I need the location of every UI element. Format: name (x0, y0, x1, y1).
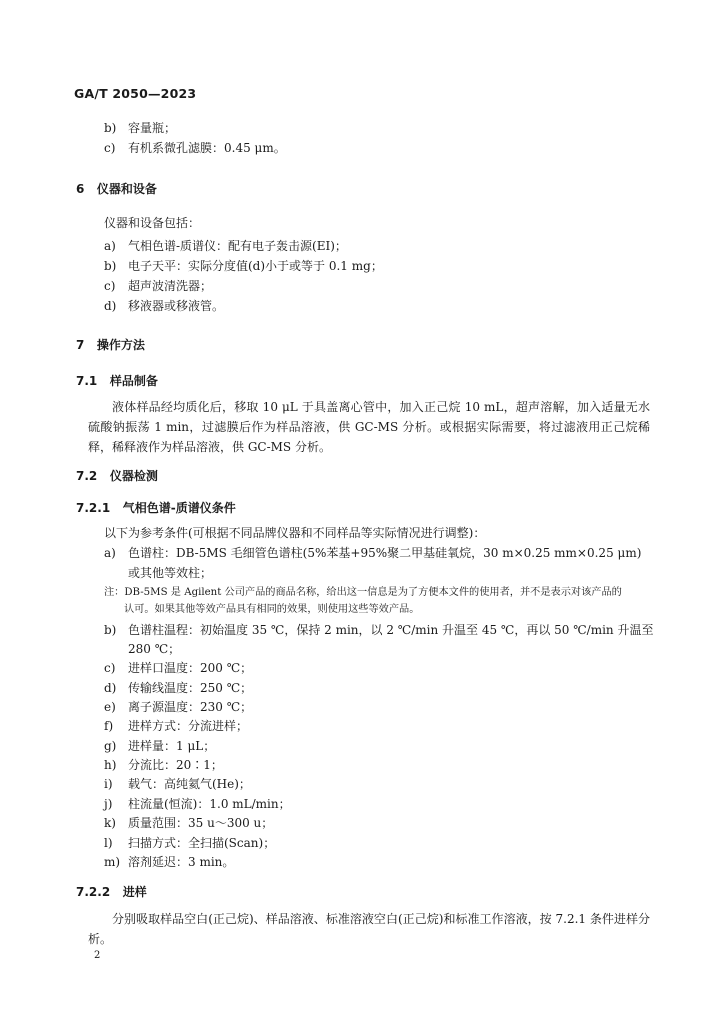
list-label: c) (104, 661, 116, 675)
list-text: 进样量：1 μL； (128, 739, 216, 753)
subsection-heading-7-2-1 (76, 499, 236, 516)
section-heading-6 (76, 180, 157, 197)
section-intro: 仪器和设备包括： (104, 216, 201, 230)
subsection-number: 7.1 (76, 374, 98, 388)
list-item (104, 776, 251, 792)
list-item (104, 854, 234, 870)
list-text: 柱流量(恒流)：1.0 mL/min； (128, 797, 291, 811)
list-item (104, 835, 275, 851)
list-item (104, 238, 347, 254)
list-label: e) (104, 700, 116, 714)
note-line: 注：DB-5MS 是 Agilent 公司产品的商品名称，给出这一信息是为了方便本文件的使用者，并不是表示对该产品的 (104, 587, 622, 598)
list-label: c) (104, 141, 116, 155)
list-text: 进样方式：分流进样； (128, 719, 249, 733)
list-text: 色谱柱温程：初始温度 35 ℃，保持 2 min，以 2 ℃/min 升温至 45 ℃，再以 50 ℃/min 升温至 (128, 623, 654, 637)
list-label: f) (104, 719, 114, 733)
list-text: 进样口温度：200 ℃； (128, 661, 253, 675)
subsection-heading-7-1 (76, 372, 158, 389)
list-label: l) (104, 836, 113, 850)
list-label: b) (104, 259, 117, 273)
list-text-continued: 或其他等效柱； (128, 566, 213, 580)
list-item (104, 622, 653, 638)
list-label: g) (104, 739, 117, 753)
list-label: d) (104, 681, 117, 695)
list-label: c) (104, 279, 116, 293)
list-label: b) (104, 623, 117, 637)
list-text-continued: 280 ℃； (128, 642, 181, 656)
list-label: k) (104, 816, 116, 830)
subsection-number: 7.2.1 (76, 501, 111, 515)
list-text: 移液器或移液管。 (128, 299, 225, 313)
subsection-title: 气相色谱-质谱仪条件 (122, 501, 236, 515)
list-text: 有机系微孔滤膜：0.45 μm。 (128, 141, 286, 155)
list-item (104, 278, 212, 294)
standard-code: GA/T 2050—2023 (74, 86, 197, 101)
list-label: b) (104, 121, 117, 135)
list-label: j) (104, 797, 113, 811)
section-number: 6 (76, 182, 85, 196)
list-text: 超声波清洗器； (128, 279, 213, 293)
list-label: i) (104, 777, 113, 791)
note-line: 认可。如果其他等效产品具有相同的效果，则使用这些等效产品。 (124, 604, 420, 615)
list-text: 扫描方式：全扫描(Scan)； (128, 836, 276, 850)
list-text: 色谱柱：DB-5MS 毛细管色谱柱(5%苯基+95%聚二甲基硅氧烷，30 m×0.25 mm×0.25 μm) (128, 546, 642, 560)
list-text: 容量瓶； (128, 121, 177, 135)
list-item (104, 815, 273, 831)
list-label: a) (104, 239, 116, 253)
list-item (104, 738, 215, 754)
paragraph-injection: 分别吸取样品空白(正己烷)、样品溶液、标准溶液空白(正己烷)和标准工作溶液，按 7.2.1 条件进样分析。 (88, 912, 650, 946)
page-number: 2 (94, 950, 101, 961)
list-item (104, 258, 383, 274)
section-number: 7 (76, 338, 85, 352)
list-item (104, 796, 291, 812)
paragraph-sample-prep: 液体样品经均质化后，移取 10 μL 于具盖离心管中，加入正己烷 10 mL，超声溶解，加入适量无水硫酸钠振荡 1 min，过滤膜后作为样品溶液，供 GC-MS 分析。或根据实际需要，将过滤液用正己烷稀释，稀释液作为样品溶液，供 GC-MS 分析。 (88, 400, 650, 454)
list-item (104, 545, 641, 561)
list-item (104, 298, 224, 314)
subsection-title: 样品制备 (109, 374, 158, 388)
list-label: a) (104, 546, 116, 560)
section-heading-7 (76, 336, 145, 353)
list-item (104, 699, 252, 715)
list-label: m) (104, 855, 121, 869)
list-item (104, 680, 252, 696)
list-text: 质量范围：35 u～300 u； (128, 816, 274, 830)
subsection-title: 仪器检测 (109, 469, 158, 483)
section-title: 仪器和设备 (96, 182, 157, 196)
list-label: h) (104, 758, 117, 772)
list-text: 气相色谱-质谱仪：配有电子轰击源(EI)； (128, 239, 347, 253)
list-text: 溶剂延迟：3 min。 (128, 855, 235, 869)
subsection-heading-7-2-2 (76, 883, 147, 900)
list-text: 载气：高纯氦气(He)； (128, 777, 251, 791)
subsection-number: 7.2.2 (76, 885, 111, 899)
list-item (104, 660, 252, 676)
list-item (104, 718, 248, 734)
list-item (104, 140, 286, 156)
list-item (104, 120, 176, 136)
subsection-title: 进样 (122, 885, 147, 899)
list-text: 电子天平：实际分度值(d)小于或等于 0.1 mg； (128, 259, 383, 273)
list-text: 离子源温度：230 ℃； (128, 700, 253, 714)
subsection-number: 7.2 (76, 469, 98, 483)
list-label: d) (104, 299, 117, 313)
list-item (104, 757, 223, 773)
list-text: 传输线温度：250 ℃； (128, 681, 253, 695)
conditions-intro: 以下为参考条件(可根据不同品牌仪器和不同样品等实际情况进行调整)： (104, 526, 486, 540)
section-title: 操作方法 (96, 338, 145, 352)
list-text: 分流比：20∶1； (128, 758, 223, 772)
subsection-heading-7-2 (76, 467, 158, 484)
